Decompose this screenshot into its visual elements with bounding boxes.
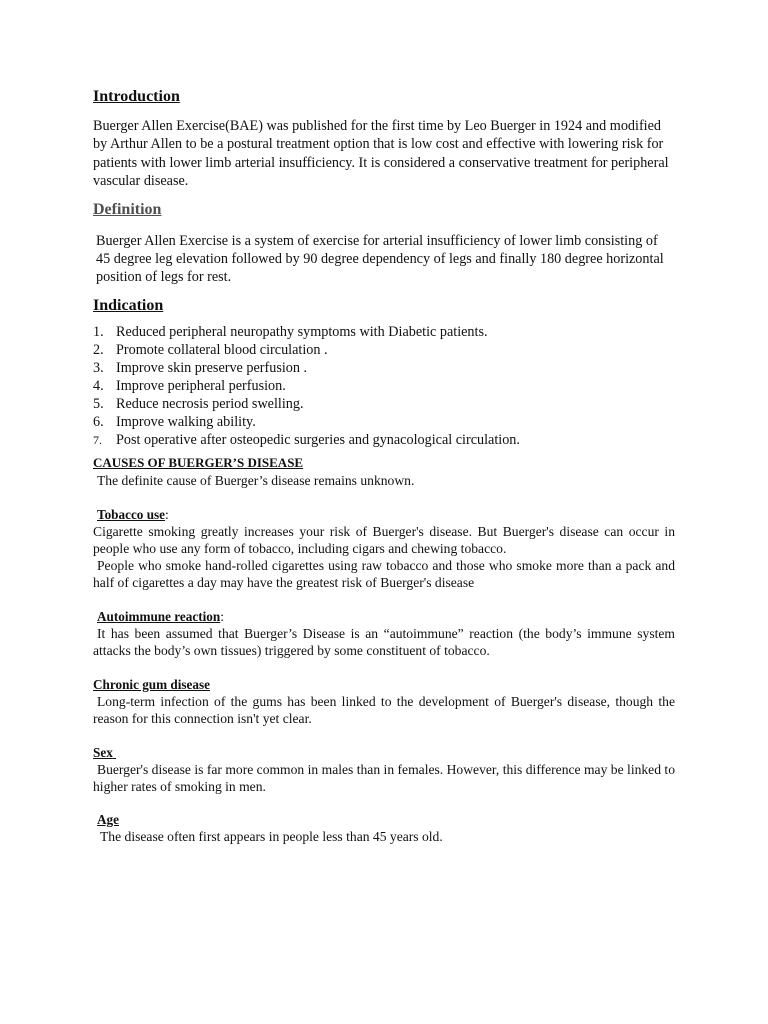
list-item-number: 6. (93, 413, 104, 430)
tobacco-paragraph-2: People who smoke hand-rolled cigarettes using raw tobacco and those who smoke more than a pack and half of cigarettes a day may have the greatest risk of Buerger's disease (93, 557, 675, 590)
gum-disease-paragraph: Long-term infection of the gums has been linked to the development of Buerger's disease, though the reason for this connection isn't yet clear. (93, 693, 675, 726)
causes-heading: CAUSES OF BUERGER’S DISEASE (93, 454, 304, 470)
indication-list (93, 323, 675, 449)
tobacco-paragraph-1: Cigarette smoking greatly increases your risk of Buerger's disease. But Buerger's disease can occur in people who use any form of tobacco, including cigars and chewing tobacco. (93, 523, 675, 556)
spacer (93, 795, 675, 811)
indication-heading: Indication (93, 296, 164, 314)
spacer (93, 489, 675, 506)
list-item-number: 4. (93, 377, 104, 394)
gum-disease-section (93, 676, 675, 727)
list-item (93, 323, 675, 341)
tobacco-heading-colon: : (165, 506, 169, 522)
list-item-text: Improve walking ability. (116, 413, 256, 430)
spacer (93, 659, 675, 676)
age-heading: Age (97, 811, 119, 827)
list-item-number: 5. (93, 395, 104, 412)
spacer (93, 591, 675, 608)
autoimmune-section (93, 608, 675, 659)
list-item (93, 413, 675, 431)
introduction-heading: Introduction (93, 88, 180, 105)
list-item-number: 3. (93, 359, 104, 376)
list-item-number: 7. (93, 432, 102, 447)
list-item (93, 377, 675, 395)
document-page (93, 87, 675, 845)
list-item (93, 395, 675, 413)
gum-disease-heading: Chronic gum disease (93, 676, 210, 692)
definition-paragraph: Buerger Allen Exercise is a system of exercise for arterial insufficiency of lower limb consisting of 45 degree leg elevation followed by 90 degree dependency of legs and finally 180 degree horizontal position of legs for rest. (96, 232, 664, 286)
list-item-text: Post operative after osteopedic surgeries and gynacological circulation. (116, 431, 520, 448)
age-paragraph: The disease often first appears in people less than 45 years old. (100, 828, 443, 844)
list-item-text: Reduce necrosis period swelling. (116, 395, 304, 412)
list-item (93, 341, 675, 359)
autoimmune-paragraph: It has been assumed that Buerger’s Disease is an “autoimmune” reaction (the body’s immune system attacks the body’s own tissues) triggered by some constituent of tobacco. (93, 625, 675, 658)
causes-intro-text: The definite cause of Buerger’s disease remains unknown. (97, 472, 415, 488)
autoimmune-heading-colon: : (220, 608, 224, 624)
age-section (93, 811, 675, 845)
tobacco-section (93, 506, 675, 591)
autoimmune-heading: Autoimmune reaction (97, 608, 221, 624)
list-item (93, 431, 675, 449)
definition-heading: Definition (93, 200, 162, 218)
introduction-paragraph: Buerger Allen Exercise(BAE) was published for the first time by Leo Buerger in 1924 and modified by Arthur Allen to be a postural treatment option that is low cost and effective with lowering risk for patients with lower limb arterial insufficiency. It is considered a conservative treatment for peripheral vascular disease. (93, 118, 669, 190)
sex-section (93, 744, 675, 795)
list-item-number: 2. (93, 341, 104, 358)
sex-paragraph: Buerger's disease is far more common in males than in females. However, this difference may be linked to higher rates of smoking in men. (93, 761, 675, 794)
list-item-text: Improve peripheral perfusion. (116, 377, 286, 394)
tobacco-heading: Tobacco use (97, 506, 166, 522)
list-item-text: Improve skin preserve perfusion . (116, 359, 308, 376)
list-item-number: 1. (93, 323, 104, 340)
list-item-text: Promote collateral blood circulation . (116, 341, 328, 358)
list-item (93, 359, 675, 377)
sex-heading: Sex (93, 744, 113, 760)
list-item-text: Reduced peripheral neuropathy symptoms with Diabetic patients. (116, 323, 488, 340)
spacer (93, 727, 675, 744)
